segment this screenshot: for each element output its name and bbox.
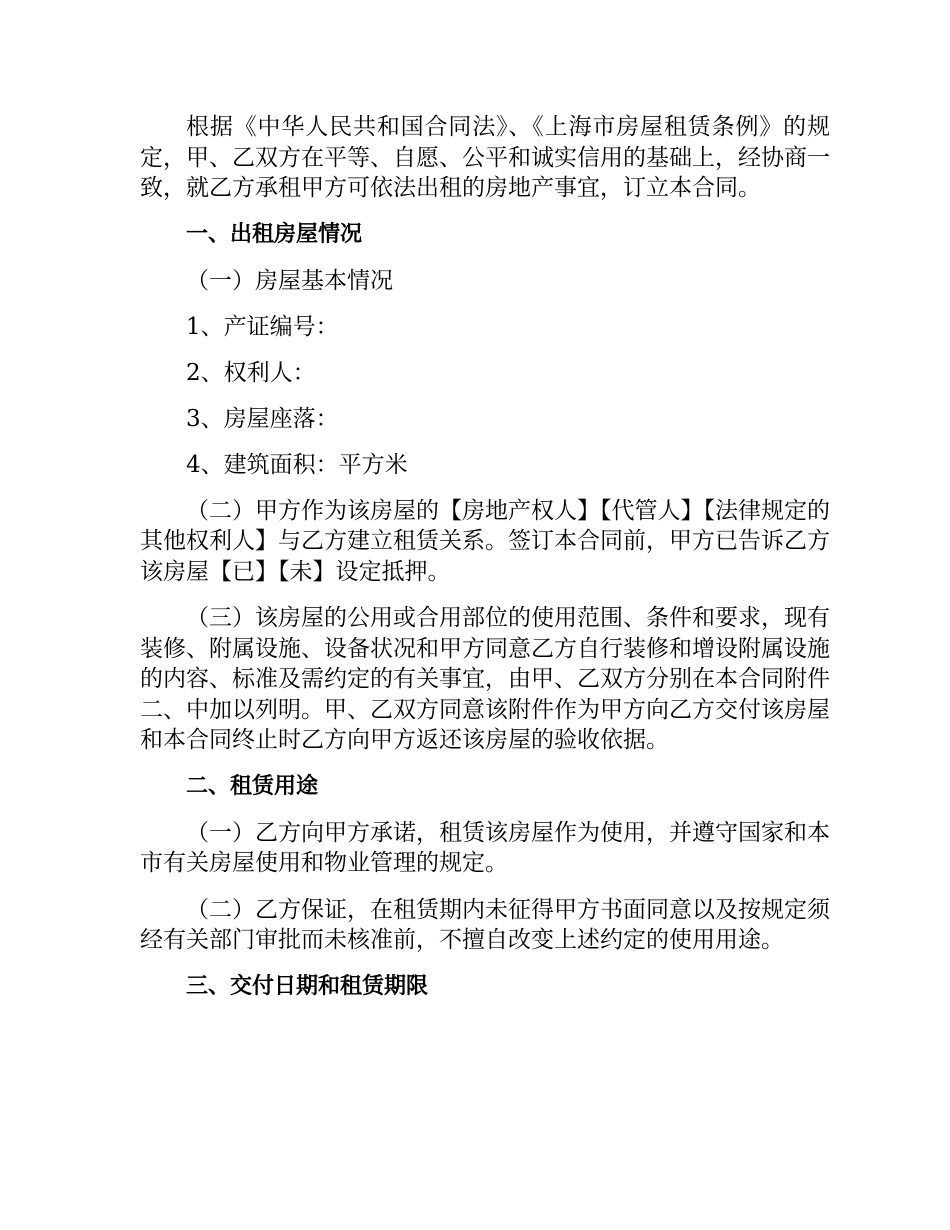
list-item-certificate-number: 1、产证编号： xyxy=(186,313,339,340)
subsection-title-basic-info: （一）房屋基本情况 xyxy=(186,267,393,294)
paragraph-usage-promise: （一）乙方向甲方承诺，租赁该房屋作为使用，并遵守国家和本市有关房屋使用和物业管理的规定。 xyxy=(140,819,830,876)
paragraph-lessor-status: （二）甲方作为该房屋的【房地产权人】【代管人】【法律规定的其他权利人】与乙方建立租赁关系。签订本合同前，甲方已告诉乙方该房屋【已】【未】设定抵押。 xyxy=(140,497,830,585)
paragraph-usage-guarantee: （二）乙方保证，在租赁期内未征得甲方书面同意以及按规定须经有关部门审批而未核准前，不擅自改变上述约定的使用用途。 xyxy=(140,896,830,953)
section-heading-1: 一、出租房屋情况 xyxy=(186,221,363,247)
section-heading-2: 二、租赁用途 xyxy=(186,773,319,799)
section-heading-3: 三、交付日期和租赁期限 xyxy=(186,973,429,999)
contract-page xyxy=(140,112,830,1018)
list-item-owner: 2、权利人： xyxy=(186,359,316,386)
paragraph-common-areas: （三）该房屋的公用或合用部位的使用范围、条件和要求，现有装修、附属设施、设备状况和甲方同意乙方自行装修和增设附属设施的内容、标准及需约定的有关事宜，由甲、乙双方分别在本合同附件二、中加以列明。甲、乙双方同意该附件作为甲方向乙方交付该房屋和本合同终止时乙方向甲方返还该房屋的验收依据。 xyxy=(140,605,830,753)
list-item-floor-area: 4、建筑面积：平方米 xyxy=(186,451,408,478)
list-item-location: 3、房屋座落： xyxy=(186,405,339,432)
intro-paragraph: 根据《中华人民共和国合同法》、《上海市房屋租赁条例》的规定，甲、乙双方在平等、自愿、公平和诚实信用的基础上，经协商一致，就乙方承租甲方可依法出租的房地产事宜，订立本合同。 xyxy=(140,114,830,201)
